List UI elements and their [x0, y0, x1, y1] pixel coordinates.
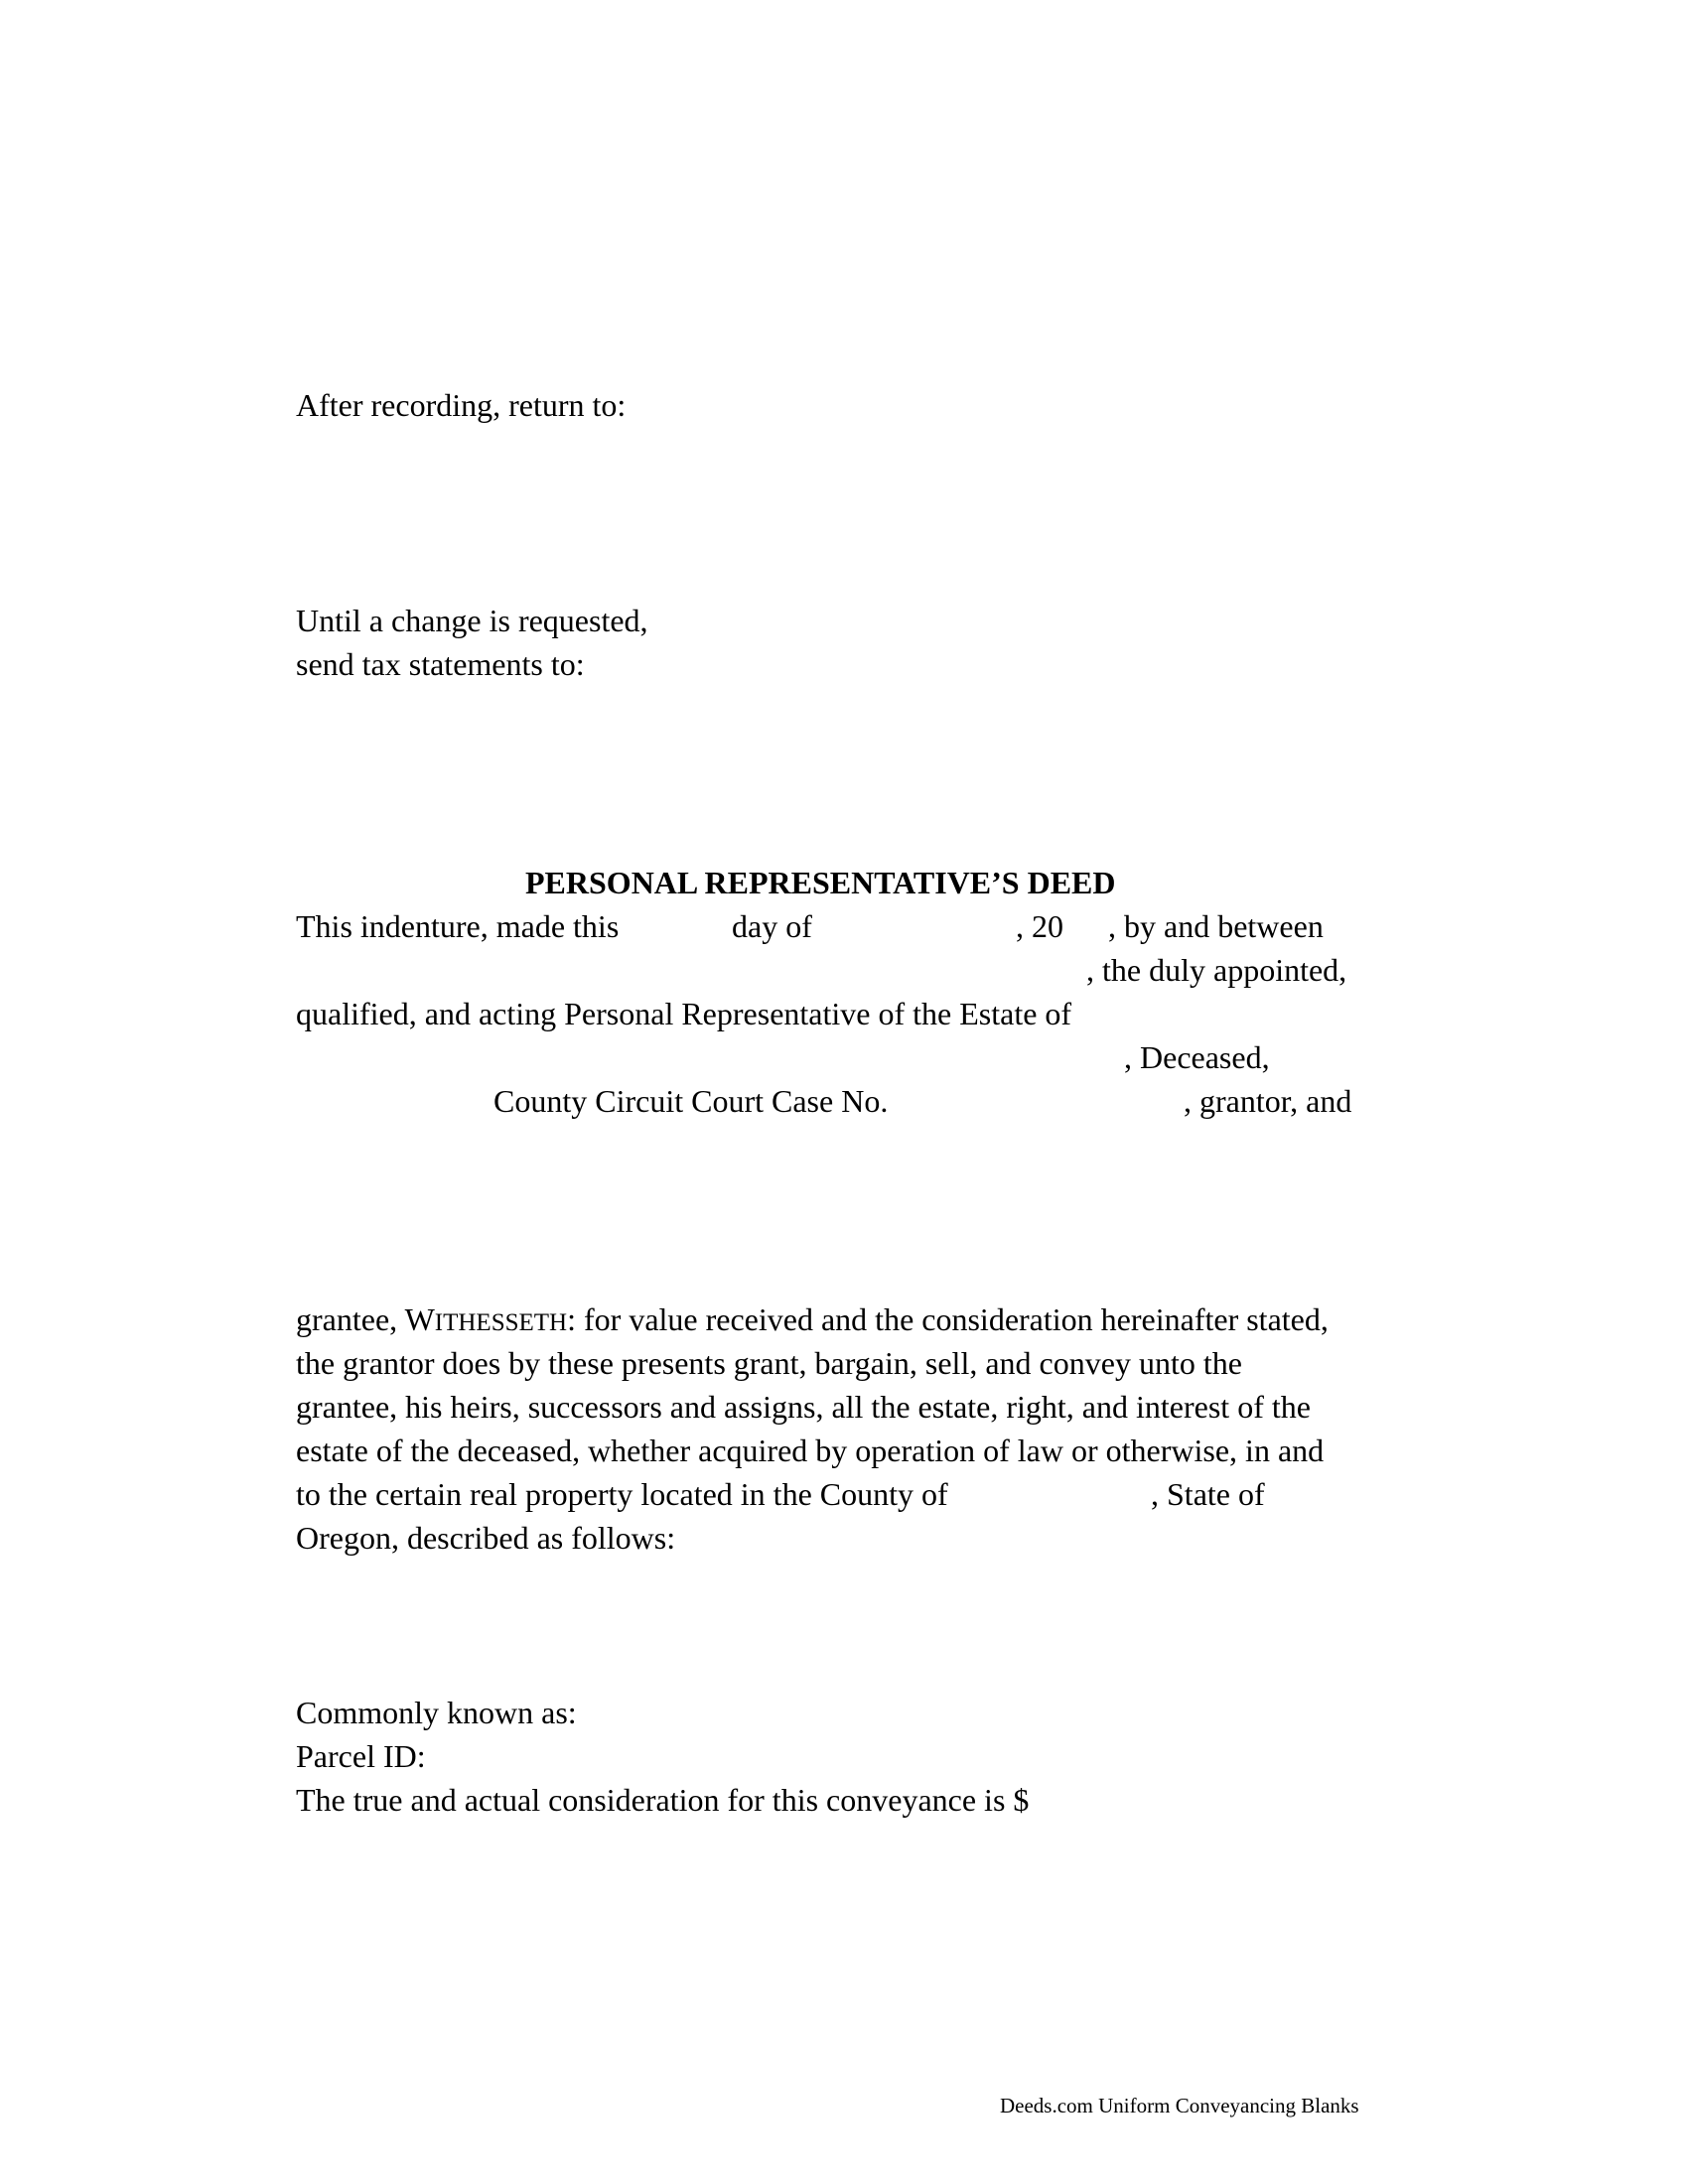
year-prefix-text: , 20 — [1016, 908, 1063, 944]
witnesseth-line-5: to the certain real property located in the County of — [296, 1476, 948, 1512]
court-case-text: County Circuit Court Case No. — [493, 1083, 889, 1119]
witnesseth-line-4: estate of the deceased, whether acquired by operation of law or otherwise, in and — [296, 1433, 1325, 1468]
qualified-text: qualified, and acting Personal Representative of the Estate of — [296, 996, 1072, 1031]
deed-title: PERSONAL REPRESENTATIVE’S DEED — [525, 865, 1116, 900]
consideration-text: The true and actual consideration for this conveyance is $ — [296, 1782, 1030, 1818]
witnesseth-cap: W — [404, 1301, 435, 1337]
witnesseth-line-6: Oregon, described as follows: — [296, 1520, 676, 1556]
witnesseth-small-caps: ITHESSETH — [434, 1309, 568, 1336]
witnesseth-line-1 — [296, 1297, 1329, 1345]
deceased-text: , Deceased, — [1124, 1039, 1270, 1075]
tax-statements-line-2: send tax statements to: — [296, 646, 585, 682]
witnesseth-line-3: grantee, his heirs, successors and assigns, all the estate, right, and interest of the — [296, 1389, 1311, 1425]
by-and-between-text: , by and between — [1108, 908, 1324, 944]
footer-text: Deeds.com Uniform Conveyancing Blanks — [1000, 2094, 1359, 2117]
grantor-and-text: , grantor, and — [1184, 1083, 1352, 1119]
day-of-text: day of — [732, 908, 812, 944]
return-to-label: After recording, return to: — [296, 387, 627, 423]
parcel-id-label: Parcel ID: — [296, 1738, 426, 1774]
witnesseth-line-2: the grantor does by these presents grant, bargain, sell, and convey unto the — [296, 1345, 1242, 1381]
witnesseth-line-1-rest: : for value received and the consideration hereinafter stated, — [567, 1301, 1329, 1337]
commonly-known-label: Commonly known as: — [296, 1695, 577, 1730]
grantee-prefix: grantee, — [296, 1301, 405, 1337]
duly-appointed-text: , the duly appointed, — [1086, 952, 1347, 988]
tax-statements-line-1: Until a change is requested, — [296, 603, 648, 638]
indenture-text: This indenture, made this — [296, 908, 620, 944]
state-of-text: , State of — [1151, 1476, 1265, 1512]
